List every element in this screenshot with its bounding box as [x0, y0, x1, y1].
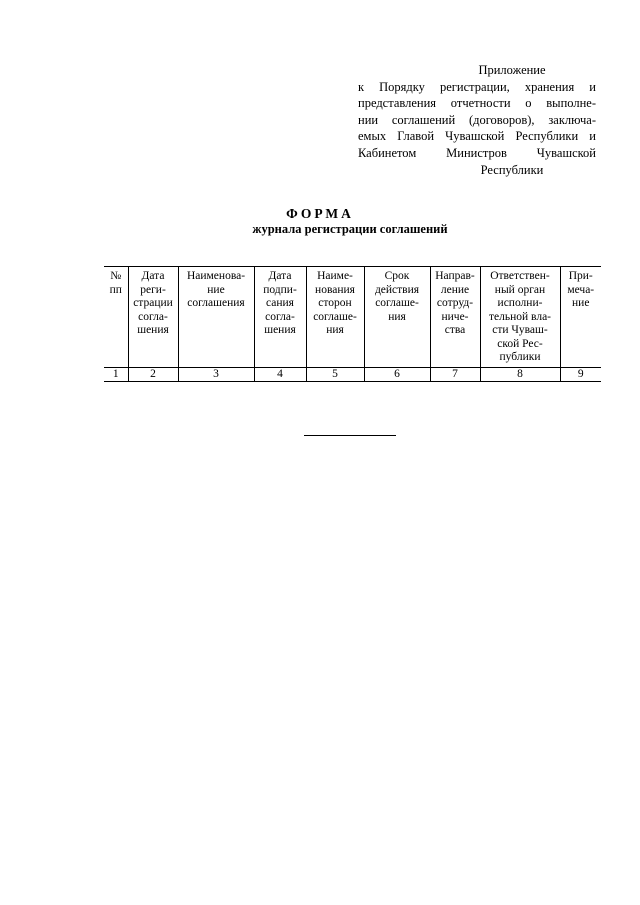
column-number-cell: 3 — [178, 367, 254, 382]
column-number-cell: 7 — [430, 367, 480, 382]
column-number-cell: 2 — [128, 367, 178, 382]
header-cell-agreement-name: Наименова- ние соглашения — [178, 267, 254, 368]
header-cell-note: При- меча- ние — [560, 267, 601, 368]
appendix-line: нии соглашений (договоров), заключа- — [358, 112, 596, 127]
appendix-block — [358, 62, 596, 178]
column-number-cell: 1 — [104, 367, 128, 382]
table-row — [104, 367, 601, 382]
header-cell-parties: Наиме- нования сторон соглаше- ния — [306, 267, 364, 368]
column-number-cell: 6 — [364, 367, 430, 382]
header-cell-responsible-body: Ответствен- ный орган исполни- тельной вла- сти Чуваш- ской Рес- публики — [480, 267, 560, 368]
appendix-tail: Республики — [480, 162, 544, 177]
form-subtitle: журнала регистрации соглашений — [252, 222, 448, 236]
end-divider — [304, 435, 396, 436]
header-cell-cooperation-area: Направ- ление сотруд- ниче- ства — [430, 267, 480, 368]
column-number-cell: 5 — [306, 367, 364, 382]
appendix-heading: Приложение — [478, 63, 546, 77]
appendix-line: представления отчетности о выполне- — [358, 96, 596, 111]
header-cell-validity-term: Срок действия соглаше- ния — [364, 267, 430, 368]
appendix-line: Кабинетом Министров Чувашской — [358, 145, 596, 160]
header-cell-registration-date: Дата реги- страции согла- шения — [128, 267, 178, 368]
table-header-row — [104, 267, 601, 368]
header-cell-number: № пп — [104, 267, 128, 368]
appendix-line: емых Главой Чувашской Республики и — [358, 129, 596, 144]
journal-table — [104, 266, 601, 382]
appendix-line: к Порядку регистрации, хранения и — [358, 79, 596, 94]
column-number-cell: 9 — [560, 367, 601, 382]
column-number-cell: 8 — [480, 367, 560, 382]
column-number-cell: 4 — [254, 367, 306, 382]
form-title: ФОРМА — [286, 206, 354, 221]
header-cell-signing-date: Дата подпи- сания согла- шения — [254, 267, 306, 368]
